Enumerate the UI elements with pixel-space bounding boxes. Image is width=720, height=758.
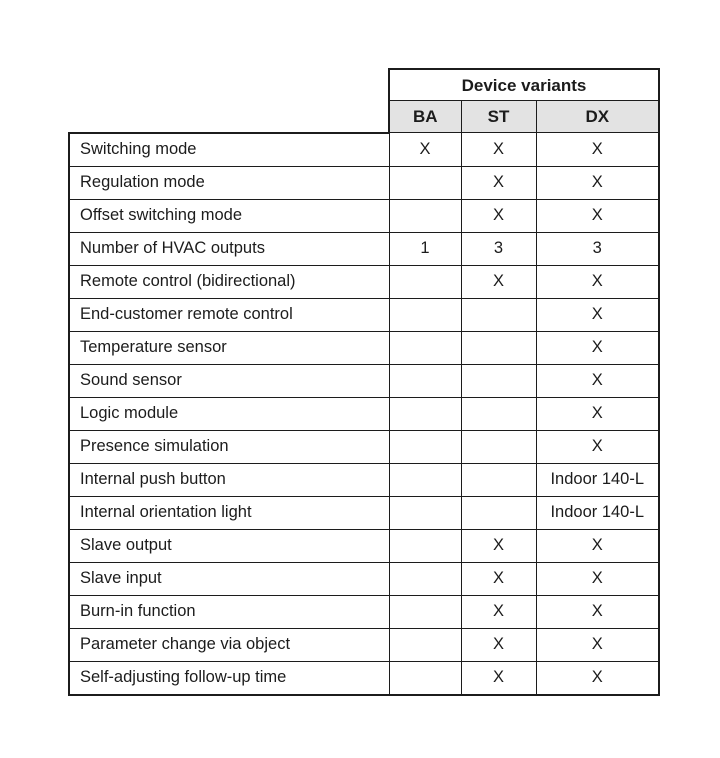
cell-dx: X [536,628,659,661]
cell-ba [389,463,461,496]
cell-st: X [461,628,536,661]
cell-ba [389,496,461,529]
cell-ba [389,430,461,463]
cell-dx: 3 [536,232,659,265]
table-row [69,496,659,529]
table-row [69,265,659,298]
table-row [69,364,659,397]
row-label: Slave output [69,529,389,562]
document-page [68,68,660,696]
cell-st [461,364,536,397]
cell-st [461,463,536,496]
row-label: Temperature sensor [69,331,389,364]
table-row [69,232,659,265]
table-row [69,661,659,695]
cell-st: 3 [461,232,536,265]
row-label: Slave input [69,562,389,595]
cell-st [461,298,536,331]
row-label: Sound sensor [69,364,389,397]
table-row [69,562,659,595]
cell-dx: X [536,166,659,199]
table-row [69,331,659,364]
cell-st: X [461,265,536,298]
table-group-header: Device variants [389,69,659,101]
cell-ba [389,199,461,232]
cell-ba [389,628,461,661]
cell-st: X [461,166,536,199]
row-label: Number of HVAC outputs [69,232,389,265]
cell-ba: X [389,133,461,167]
column-header-st: ST [461,101,536,133]
cell-st [461,397,536,430]
cell-dx: X [536,364,659,397]
table-group-header-row [69,69,659,101]
row-label: Switching mode [69,133,389,167]
row-label: Logic module [69,397,389,430]
table-row [69,628,659,661]
cell-dx: X [536,529,659,562]
table-row [69,397,659,430]
cell-st: X [461,562,536,595]
cell-ba [389,298,461,331]
cell-dx: X [536,298,659,331]
table-row [69,133,659,167]
row-label: Regulation mode [69,166,389,199]
cell-ba [389,331,461,364]
table-corner-spacer [69,101,389,133]
cell-st [461,430,536,463]
cell-st [461,496,536,529]
row-label: Offset switching mode [69,199,389,232]
cell-ba [389,364,461,397]
cell-ba: 1 [389,232,461,265]
cell-ba [389,529,461,562]
cell-st: X [461,529,536,562]
row-label: End-customer remote control [69,298,389,331]
row-label: Presence simulation [69,430,389,463]
cell-dx: X [536,595,659,628]
cell-dx: X [536,199,659,232]
table-row [69,595,659,628]
cell-ba [389,265,461,298]
table-row [69,298,659,331]
column-header-dx: DX [536,101,659,133]
table-row [69,166,659,199]
cell-dx: X [536,133,659,167]
table-row [69,430,659,463]
cell-ba [389,166,461,199]
cell-st: X [461,133,536,167]
table-row [69,199,659,232]
cell-dx: X [536,265,659,298]
cell-st: X [461,199,536,232]
table-column-header-row [69,101,659,133]
cell-ba [389,562,461,595]
column-header-ba: BA [389,101,461,133]
cell-ba [389,661,461,695]
table-row [69,463,659,496]
cell-dx: Indoor 140-L [536,463,659,496]
row-label: Remote control (bidirectional) [69,265,389,298]
row-label: Self-adjusting follow-up time [69,661,389,695]
cell-ba [389,397,461,430]
table-row [69,529,659,562]
cell-st: X [461,595,536,628]
table-corner-spacer [69,69,389,101]
cell-ba [389,595,461,628]
cell-dx: X [536,397,659,430]
row-label: Internal orientation light [69,496,389,529]
cell-st [461,331,536,364]
cell-dx: Indoor 140-L [536,496,659,529]
row-label: Parameter change via object [69,628,389,661]
row-label: Internal push button [69,463,389,496]
cell-dx: X [536,430,659,463]
row-label: Burn-in function [69,595,389,628]
cell-dx: X [536,331,659,364]
cell-dx: X [536,661,659,695]
device-variants-table [68,68,660,696]
cell-dx: X [536,562,659,595]
cell-st: X [461,661,536,695]
